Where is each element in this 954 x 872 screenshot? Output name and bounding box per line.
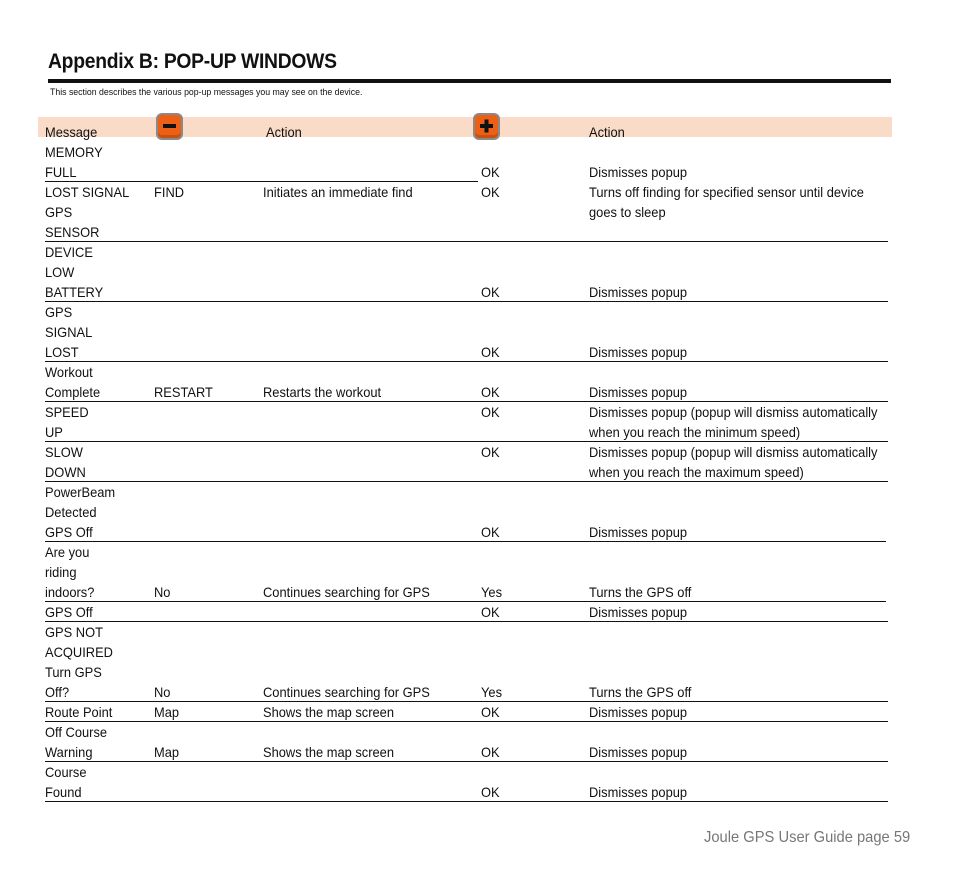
message-text: PowerBeam: [45, 484, 116, 500]
plus-action-text: Turns the GPS off: [589, 584, 692, 600]
message-text: GPS NOT: [45, 624, 103, 640]
minus-action-text: Shows the map screen: [263, 744, 395, 760]
plus-button-label: OK: [481, 444, 500, 460]
message-text: LOST: [45, 344, 79, 360]
plus-action-text: when you reach the minimum speed): [589, 424, 801, 440]
minus-action-text: Continues searching for GPS: [263, 684, 430, 700]
row-divider: [45, 481, 888, 482]
plus-button-label: OK: [481, 524, 500, 540]
plus-button-label: OK: [481, 704, 500, 720]
message-text: GPS: [45, 304, 73, 320]
row-divider: [45, 361, 888, 362]
message-text: Route Point: [45, 704, 113, 720]
message-text: Found: [45, 784, 82, 800]
message-text: riding: [45, 564, 77, 580]
plus-action-text: Turns the GPS off: [589, 684, 692, 700]
row-divider: [45, 241, 888, 242]
message-text: indoors?: [45, 584, 95, 600]
plus-action-text: Dismisses popup: [589, 344, 688, 360]
intro-text: This section describes the various pop-up messages you may see on the device.: [50, 87, 363, 98]
plus-button-label: OK: [481, 784, 500, 800]
minus-button-label: Map: [154, 744, 180, 760]
page-title: Appendix B: POP-UP WINDOWS: [48, 50, 337, 73]
plus-action-text: Dismisses popup: [589, 384, 688, 400]
header-minus-action: Action: [266, 124, 302, 140]
plus-button-label: OK: [481, 404, 500, 420]
row-divider: [45, 621, 888, 622]
message-text: SLOW: [45, 444, 83, 460]
header-plus-action: Action: [589, 124, 625, 140]
plus-action-text: goes to sleep: [589, 204, 666, 220]
message-text: Course: [45, 764, 87, 780]
minus-button-label: No: [154, 684, 171, 700]
message-text: FULL: [45, 164, 77, 180]
message-text: GPS Off: [45, 604, 93, 620]
message-text: SENSOR: [45, 224, 100, 240]
message-text: SPEED: [45, 404, 89, 420]
message-text: Are you: [45, 544, 90, 560]
plus-button-label: Yes: [481, 684, 503, 700]
minus-button-label: RESTART: [154, 384, 213, 400]
minus-button-label: Map: [154, 704, 180, 720]
row-divider: [45, 601, 886, 602]
message-text: DEVICE: [45, 244, 93, 260]
minus-action-text: Continues searching for GPS: [263, 584, 430, 600]
message-text: Warning: [45, 744, 93, 760]
minus-button-icon: [156, 113, 183, 140]
message-text: Detected: [45, 504, 97, 520]
plus-button-label: OK: [481, 284, 500, 300]
message-text: Off?: [45, 684, 70, 700]
message-text: GPS Off: [45, 524, 93, 540]
plus-action-text: Dismisses popup: [589, 704, 688, 720]
message-text: LOW: [45, 264, 75, 280]
plus-button-label: Yes: [481, 584, 503, 600]
message-text: UP: [45, 424, 63, 440]
message-text: Workout: [45, 364, 93, 380]
minus-action-text: Restarts the workout: [263, 384, 382, 400]
plus-button-label: OK: [481, 184, 500, 200]
plus-action-text: Dismisses popup: [589, 604, 688, 620]
message-text: ACQUIRED: [45, 644, 113, 660]
message-text: SIGNAL: [45, 324, 93, 340]
message-text: Off Course: [45, 724, 108, 740]
plus-button-label: OK: [481, 164, 500, 180]
message-text: GPS: [45, 204, 73, 220]
message-text: LOST SIGNAL: [45, 184, 130, 200]
plus-action-text: Dismisses popup: [589, 164, 688, 180]
plus-button-icon: [473, 113, 500, 140]
plus-action-text: Dismisses popup (popup will dismiss automatically: [589, 444, 878, 460]
plus-action-text: Dismisses popup (popup will dismiss automatically: [589, 404, 878, 420]
plus-action-text: Dismisses popup: [589, 524, 688, 540]
row-divider: [45, 761, 888, 762]
plus-action-text: Turns off finding for specified sensor until device: [589, 184, 864, 200]
plus-action-text: Dismisses popup: [589, 784, 688, 800]
row-divider: [45, 541, 886, 542]
plus-button-label: OK: [481, 604, 500, 620]
row-divider: [45, 801, 888, 802]
plus-action-text: Dismisses popup: [589, 284, 688, 300]
plus-button-label: OK: [481, 384, 500, 400]
row-divider: [45, 721, 888, 722]
message-text: MEMORY: [45, 144, 103, 160]
row-divider: [45, 301, 888, 302]
minus-action-text: Initiates an immediate find: [263, 184, 413, 200]
plus-action-text: Dismisses popup: [589, 744, 688, 760]
message-text: DOWN: [45, 464, 86, 480]
message-text: BATTERY: [45, 284, 104, 300]
minus-button-label: No: [154, 584, 171, 600]
plus-button-label: OK: [481, 344, 500, 360]
message-text: Turn GPS: [45, 664, 102, 680]
minus-action-text: Shows the map screen: [263, 704, 395, 720]
page-footer: Joule GPS User Guide page 59: [704, 829, 911, 846]
title-rule: [48, 79, 891, 83]
plus-button-label: OK: [481, 744, 500, 760]
header-message: Message: [45, 124, 98, 140]
message-text: Complete: [45, 384, 101, 400]
plus-action-text: when you reach the maximum speed): [589, 464, 804, 480]
minus-button-label: FIND: [154, 184, 185, 200]
